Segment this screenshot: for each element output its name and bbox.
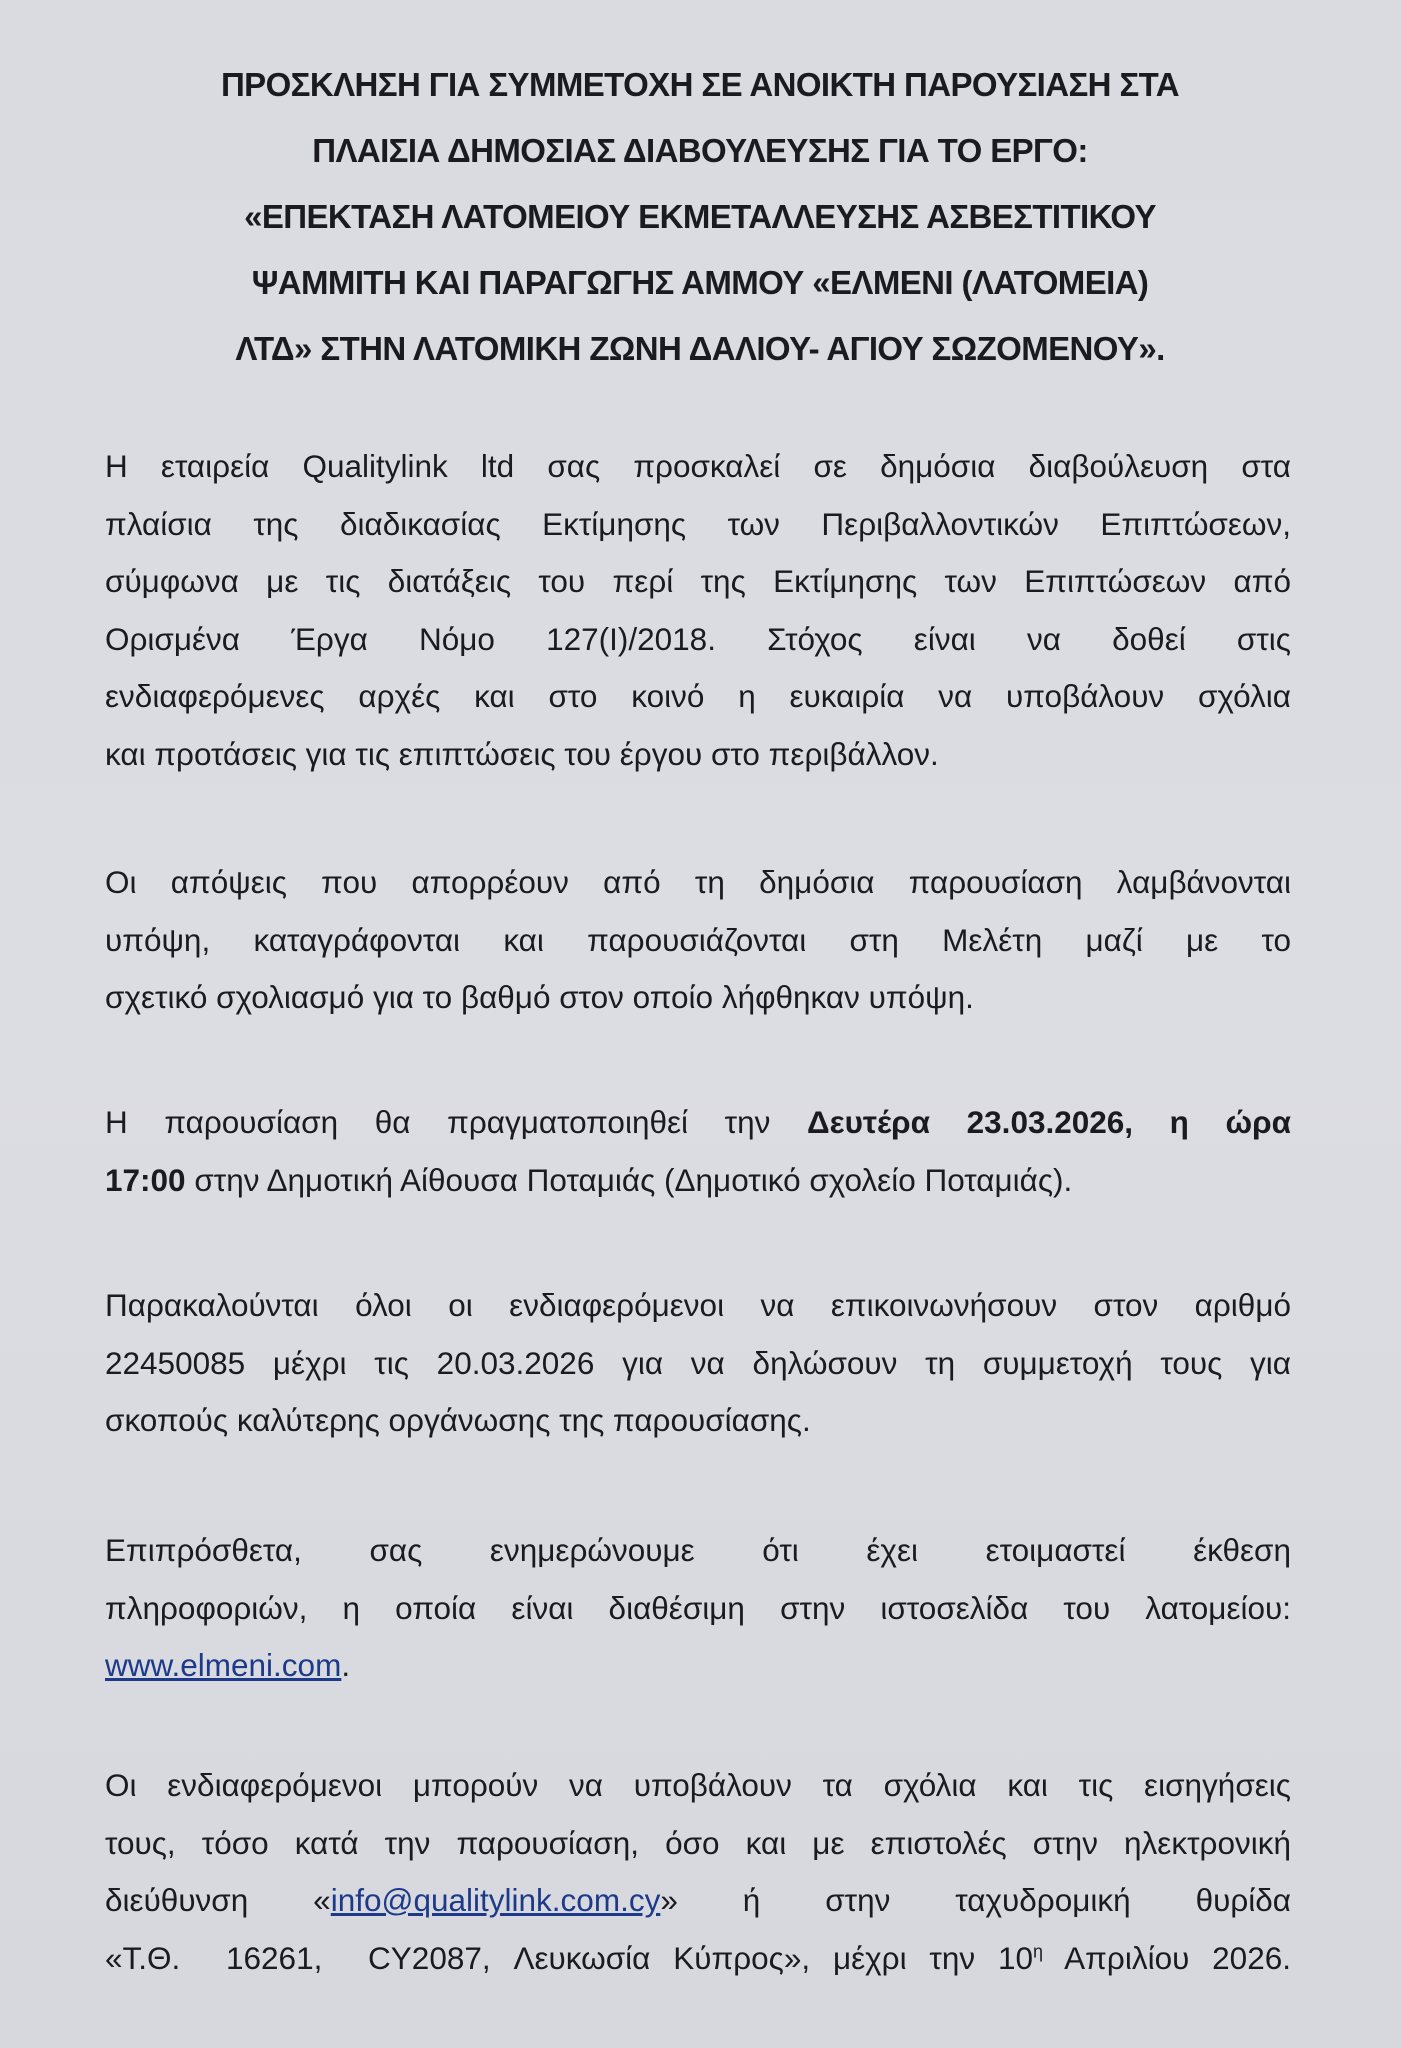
title-line: ΨΑΜΜΙΤΗ ΚΑΙ ΠΑΡΑΓΩΓΗΣ ΑΜΜΟΥ «ΕΛΜΕΝΙ (ΛΑΤΟΜΕΙΑ) (251, 264, 1149, 301)
text-line: πλαίσια της διαδικασίας Εκτίμησης των Περιβαλλοντικών Επιπτώσεων, (105, 505, 1291, 542)
title-line: ΛΤΔ» ΣΤΗΝ ΛΑΤΟΜΙΚΗ ΖΩΝΗ ΔΑΛΙΟΥ- ΑΓΙΟΥ ΣΩΖΟΜΕΝΟΥ». (235, 330, 1165, 367)
text: στην Δημοτική Αίθουσα Ποταμιάς (Δημοτικό σχολείο Ποταμιάς). (185, 1161, 1073, 1198)
paragraph-report (105, 1522, 1291, 1695)
text-line (105, 1872, 1291, 1930)
text-line: ενδιαφερόμενες αρχές και στο κοινό η ευκαιρία να υποβάλουν σχόλια (105, 678, 1291, 714)
text-line: Ορισμένα Έργα Νόμο 127(Ι)/2018. Στόχος είναι να δοθεί στις (105, 620, 1291, 657)
text-line: σύμφωνα με τις διατάξεις του περί της Εκτίμησης των Επιπτώσεων από (105, 563, 1291, 599)
text-line: 22450085 μέχρι τις 20.03.2026 για να δηλώσουν τη συμμετοχή τους για (105, 1344, 1291, 1381)
text-line: Η εταιρεία Qualitylink ltd σας προσκαλεί σε δημόσια διαβούλευση στα (105, 448, 1291, 484)
text-line: Οι ενδιαφερόμενοι μπορούν να υποβάλουν τα σχόλια και τις εισηγήσεις (105, 1767, 1291, 1803)
text-line: σχετικό σχολιασμό για το βαθμό στον οποίο λήφθηκαν υπόψη. (105, 979, 974, 1015)
ordinal-suffix: η (1033, 1941, 1044, 1961)
text-line: Παρακαλούνται όλοι οι ενδιαφερόμενοι να επικοινωνήσουν στον αριθμό (105, 1287, 1291, 1323)
title-line: ΠΡΟΣΚΛΗΣΗ ΓΙΑ ΣΥΜΜΕΤΟΧΗ ΣΕ ΑΝΟΙΚΤΗ ΠΑΡΟΥΣΙΑΣΗ ΣΤΑ (220, 66, 1180, 103)
text: διεύθυνση « (105, 1882, 331, 1918)
text: Απριλίου 2026. (1043, 1939, 1291, 1976)
time-bold: 17:00 (105, 1161, 186, 1198)
text: » ή στην ταχυδρομική θυρίδα (660, 1882, 1291, 1918)
text-line (105, 1152, 1291, 1210)
text-line: πληροφοριών, η οποία είναι διαθέσιμη στην ιστοσελίδα του λατομείου: (105, 1589, 1291, 1626)
title-line: ΠΛΑΙΣΙΑ ΔΗΜΟΣΙΑΣ ΔΙΑΒΟΥΛΕΥΣΗΣ ΓΙΑ ΤΟ ΕΡΓΟ: (312, 132, 1088, 169)
text-line (105, 1930, 1291, 1988)
text-line (105, 1637, 1291, 1695)
text-line: και προτάσεις για τις επιπτώσεις του έργου στο περιβάλλον. (105, 735, 939, 772)
email-link[interactable]: info@qualitylink.com.cy (330, 1882, 661, 1918)
title-line: «ΕΠΕΚΤΑΣΗ ΛΑΤΟΜΕΙΟΥ ΕΚΜΕΤΑΛΛΕΥΣΗΣ ΑΣΒΕΣΤΙΤΙΚΟΥ (244, 198, 1156, 235)
text-line (105, 1094, 1291, 1152)
paragraph-submissions (105, 1757, 1291, 1987)
text-line: τους, τόσο κατά την παρουσίαση, όσο και με επιστολές στην ηλεκτρονική (105, 1824, 1291, 1861)
paragraph-contact (105, 1277, 1291, 1450)
text: . (341, 1647, 351, 1683)
document-title (100, 52, 1300, 382)
paragraph-presentation-date (105, 1094, 1291, 1209)
paragraph-invitation (105, 438, 1291, 783)
paragraph-opinions (105, 854, 1291, 1027)
text-line: Οι απόψεις που απορρέουν από τη δημόσια παρουσίαση λαμβάνονται (105, 864, 1291, 900)
text: Η παρουσίαση θα πραγματοποιηθεί την (105, 1104, 807, 1140)
text-line: υπόψη, καταγράφονται και παρουσιάζονται στη Μελέτη μαζί με το (105, 921, 1291, 958)
website-link[interactable]: www.elmeni.com (105, 1647, 342, 1683)
text-line: Επιπρόσθετα, σας ενημερώνουμε ότι έχει ετοιμαστεί έκθεση (105, 1532, 1291, 1568)
text: «Τ.Θ. 16261, CY2087, Λευκωσία Κύπρος», μέχρι την 10 (105, 1939, 1034, 1976)
date-bold: Δευτέρα 23.03.2026, η ώρα (806, 1104, 1291, 1140)
text-line: σκοπούς καλύτερης οργάνωσης της παρουσίασης. (105, 1402, 811, 1438)
